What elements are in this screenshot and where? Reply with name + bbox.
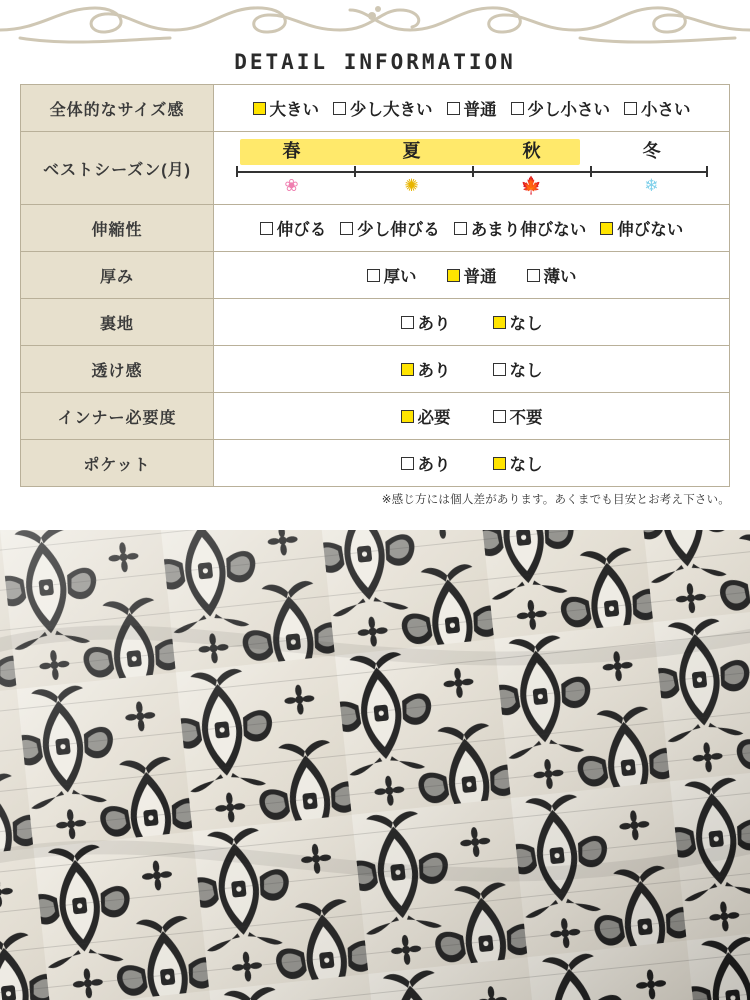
season-name-spring: 春 — [282, 141, 301, 161]
sunflower-icon: ✺ — [404, 176, 419, 195]
option-inner-0[interactable]: 必要 — [401, 404, 451, 428]
checkbox-icon[interactable] — [493, 410, 506, 423]
option-pocket-0[interactable]: あり — [401, 451, 451, 475]
row-value-pocket — [214, 440, 730, 487]
option-stretch-0[interactable]: 伸びる — [260, 216, 327, 240]
option-thickness-0[interactable]: 厚い — [367, 263, 417, 287]
checkbox-icon[interactable] — [527, 269, 540, 282]
checkbox-icon[interactable] — [493, 457, 506, 470]
checkbox-icon[interactable] — [600, 222, 613, 235]
checkbox-icon[interactable] — [401, 457, 414, 470]
option-thickness-2[interactable]: 薄い — [527, 263, 577, 287]
checkbox-icon[interactable] — [401, 410, 414, 423]
option-size-2[interactable]: 普通 — [447, 96, 497, 120]
checkbox-icon[interactable] — [367, 269, 380, 282]
option-size-4[interactable]: 小さい — [624, 96, 691, 120]
table-row — [21, 132, 730, 205]
option-thickness-1[interactable]: 普通 — [447, 263, 497, 287]
season-name-autumn: 秋 — [522, 141, 541, 161]
option-sheerness-1[interactable]: なし — [493, 357, 543, 381]
checkbox-icon[interactable] — [401, 363, 414, 376]
checkbox-icon[interactable] — [333, 102, 346, 115]
row-value-season — [214, 132, 730, 205]
row-label-inner: インナー必要度 — [21, 393, 214, 440]
table-row — [21, 85, 730, 132]
option-size-3[interactable]: 少し小さい — [511, 96, 611, 120]
option-pocket-1[interactable]: なし — [493, 451, 543, 475]
season-name-winter: 冬 — [642, 141, 661, 161]
option-sheerness-0[interactable]: あり — [401, 357, 451, 381]
checkbox-icon[interactable] — [340, 222, 353, 235]
row-value-inner — [214, 393, 730, 440]
detail-information-table — [20, 84, 730, 487]
row-value-stretch — [214, 205, 730, 252]
option-lining-0[interactable]: あり — [401, 310, 451, 334]
row-label-stretch: 伸縮性 — [21, 205, 214, 252]
row-label-lining: 裏地 — [21, 299, 214, 346]
option-size-0[interactable]: 大きい — [253, 96, 320, 120]
checkbox-icon[interactable] — [454, 222, 467, 235]
row-value-lining — [214, 299, 730, 346]
checkbox-icon[interactable] — [401, 316, 414, 329]
option-stretch-2[interactable]: あまり伸びない — [454, 216, 587, 240]
snowflake-icon: ❄ — [644, 176, 659, 195]
row-value-sheerness — [214, 346, 730, 393]
row-label-season: ベストシーズン(月) — [21, 132, 214, 205]
checkbox-icon[interactable] — [493, 363, 506, 376]
row-value-size — [214, 85, 730, 132]
row-label-sheerness: 透け感 — [21, 346, 214, 393]
checkbox-icon[interactable] — [624, 102, 637, 115]
table-row — [21, 440, 730, 487]
page-title: DETAIL INFORMATION — [234, 50, 516, 74]
cherry-blossom-icon: ❀ — [284, 176, 299, 195]
maple-leaf-icon: 🍁 — [520, 176, 543, 195]
checkbox-icon[interactable] — [253, 102, 266, 115]
table-row — [21, 346, 730, 393]
row-value-thickness — [214, 252, 730, 299]
checkbox-icon[interactable] — [493, 316, 506, 329]
checkbox-icon[interactable] — [447, 269, 460, 282]
option-lining-1[interactable]: なし — [493, 310, 543, 334]
table-row — [21, 252, 730, 299]
row-label-size: 全体的なサイズ感 — [21, 85, 214, 132]
ornament-banner — [0, 0, 750, 46]
checkbox-icon[interactable] — [511, 102, 524, 115]
row-label-pocket: ポケット — [21, 440, 214, 487]
option-inner-1[interactable]: 不要 — [493, 404, 543, 428]
disclaimer-note: ※感じ方には個人差があります。あくまでも目安とお考え下さい。 — [381, 494, 730, 506]
table-row — [21, 205, 730, 252]
row-label-thickness: 厚み — [21, 252, 214, 299]
season-name-summer: 夏 — [402, 141, 421, 161]
option-stretch-1[interactable]: 少し伸びる — [340, 216, 440, 240]
checkbox-icon[interactable] — [447, 102, 460, 115]
option-stretch-3[interactable]: 伸びない — [600, 216, 683, 240]
season-axis — [236, 171, 708, 173]
option-size-1[interactable]: 少し大きい — [333, 96, 433, 120]
fabric-closeup-photo — [0, 530, 750, 1000]
table-row — [21, 299, 730, 346]
checkbox-icon[interactable] — [260, 222, 273, 235]
table-row — [21, 393, 730, 440]
